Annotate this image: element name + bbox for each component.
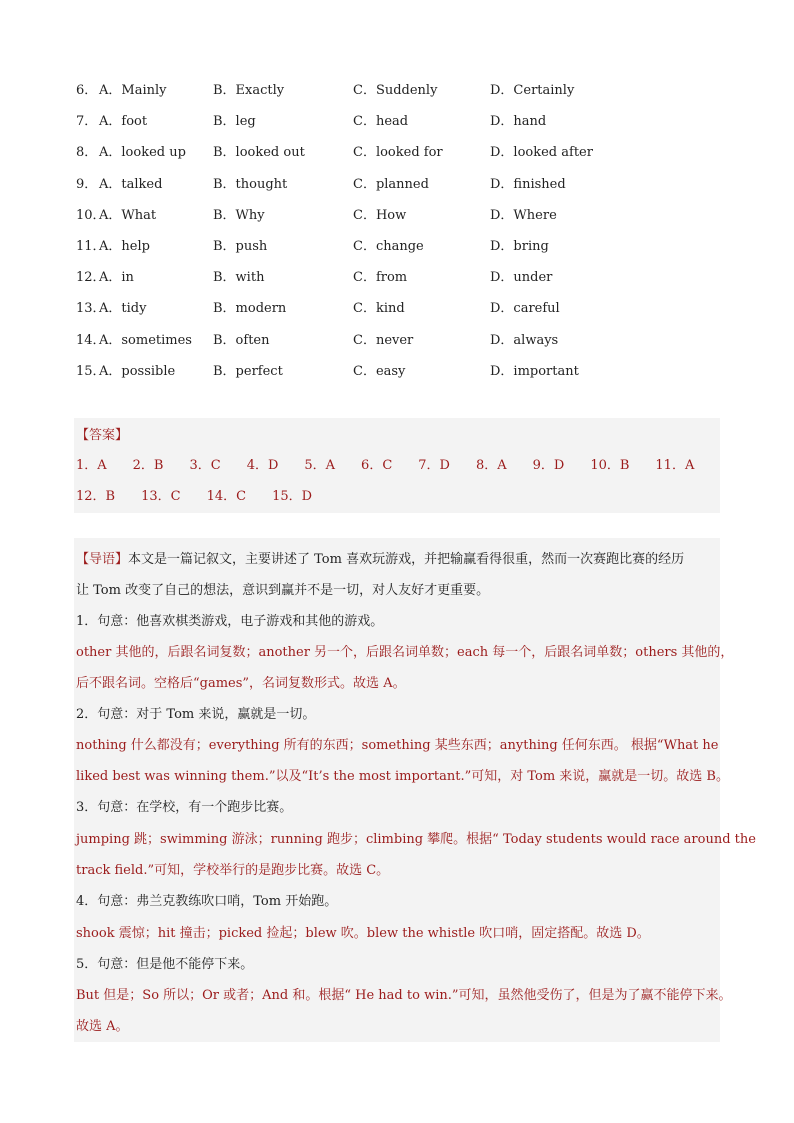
option-row — [76, 298, 636, 329]
q1-explain-2: 后不跟名词。空格后“games”，名词复数形式。故选 A。 — [76, 676, 406, 691]
option-a: A．looked up — [99, 145, 186, 161]
option-c: C．easy — [353, 363, 406, 379]
option-d: D．bring — [490, 238, 549, 254]
answer-panel — [74, 418, 720, 513]
q5-explain-1: But 但是；So 所以；Or 或者；And 和。根据“ He had to win.”可知，虽然他受伤了，但是为了赢不能停下来。 — [76, 988, 732, 1003]
option-b: B．push — [213, 238, 268, 254]
option-d: D．looked after — [490, 145, 593, 161]
q4-title: 4．句意：弗兰克教练吹口哨，Tom 开始跑。 — [76, 894, 338, 909]
option-d: D．important — [490, 363, 579, 379]
question-number: 9． — [76, 176, 98, 192]
question-number: 12． — [76, 270, 106, 286]
option-b: B．looked out — [213, 145, 305, 161]
guide-line-2: 让 Tom 改变了自己的想法，意识到赢并不是一切，对人友好才更重要。 — [76, 583, 490, 598]
option-a: A．tidy — [99, 301, 147, 317]
q2-explain-1: nothing 什么都没有；everything 所有的东西；something 某些东西；anything 任何东西。 根据“What he — [76, 738, 719, 753]
option-b: B．leg — [213, 114, 256, 130]
option-a: A．help — [99, 238, 150, 254]
option-d: D．careful — [490, 301, 560, 317]
option-c: C．Suddenly — [353, 83, 438, 98]
option-d: D．under — [490, 270, 553, 286]
q2-title: 2．句意：对于 Tom 来说，赢就是一切。 — [76, 707, 316, 722]
option-b: B．perfect — [213, 363, 283, 379]
option-a: A．foot — [99, 114, 148, 130]
question-number: 14． — [76, 332, 106, 348]
option-b: B．often — [213, 332, 270, 348]
option-c: C．looked for — [353, 145, 443, 161]
question-number: 15． — [76, 363, 106, 379]
option-row — [76, 236, 636, 267]
option-a: A．talked — [99, 176, 163, 192]
option-a: A．in — [99, 270, 134, 286]
option-row — [76, 267, 636, 298]
answer-list-line-1: 1．A 2．B 3．C 4．D 5．A 6．C 7．D 8．A 9．D 10．B 11．A — [76, 458, 695, 473]
option-d: D．Where — [490, 207, 557, 223]
option-row — [76, 361, 636, 392]
option-c: C．kind — [353, 301, 405, 317]
option-row — [76, 142, 636, 173]
guide-label: 【导语】 — [76, 552, 129, 567]
q5-explain-2: 故选 A。 — [76, 1019, 129, 1034]
option-c: C．change — [353, 238, 424, 254]
option-c: C．head — [353, 114, 409, 130]
question-number: 11． — [76, 238, 106, 254]
option-row — [76, 330, 636, 361]
option-b: B．with — [213, 270, 265, 286]
option-b: B．modern — [213, 301, 287, 317]
option-c: C．How — [353, 207, 407, 223]
q5-title: 5．句意：但是他不能停下来。 — [76, 957, 254, 972]
option-row — [76, 205, 636, 236]
option-c: C．planned — [353, 176, 429, 192]
q3-explain-1: jumping 跳；swimming 游泳；running 跑步；climbing 攀爬。根据“ Today students would race around the — [76, 832, 756, 847]
options-table — [76, 80, 636, 392]
option-d: D．Certainly — [490, 83, 575, 98]
question-number: 7． — [76, 114, 98, 130]
option-row — [76, 174, 636, 205]
option-b: B．Exactly — [213, 83, 285, 98]
option-c: C．from — [353, 270, 408, 286]
option-a: A．sometimes — [99, 332, 192, 348]
option-a: A．Mainly — [99, 83, 167, 98]
option-d: D．finished — [490, 176, 566, 192]
answer-list-line-2: 12．B 13．C 14．C 15．D — [76, 489, 313, 504]
question-number: 10． — [76, 207, 106, 223]
answer-heading: 【答案】 — [76, 428, 129, 443]
guide-text: 本文是一篇记叙文，主要讲述了 Tom 喜欢玩游戏，并把输赢看得很重，然而一次赛跑比赛的经历 — [128, 552, 685, 567]
question-number: 6． — [76, 83, 98, 98]
q2-explain-2: liked best was winning them.”以及“It’s the most important.”可知，对 Tom 来说，赢就是一切。故选 B。 — [76, 769, 729, 784]
question-number: 8． — [76, 145, 98, 161]
option-d: D．always — [490, 332, 559, 348]
option-row — [76, 111, 636, 142]
q4-explain-1: shook 震惊；hit 撞击；picked 捡起；blew 吹。blew the whistle 吹口哨，固定搭配。故选 D。 — [76, 926, 650, 941]
q1-explain-1: other 其他的，后跟名词复数；another 另一个，后跟名词单数；each 每一个，后跟名词单数；others 其他的， — [76, 645, 734, 660]
option-row — [76, 80, 636, 111]
option-a: A．What — [99, 207, 157, 223]
q3-explain-2: track field.”可知，学校举行的是跑步比赛。故选 C。 — [76, 863, 390, 878]
q3-title: 3．句意：在学校，有一个跑步比赛。 — [76, 800, 293, 815]
option-b: B．thought — [213, 176, 288, 192]
option-c: C．never — [353, 332, 414, 348]
q1-title: 1．句意：他喜欢棋类游戏，电子游戏和其他的游戏。 — [76, 614, 384, 629]
option-b: B．Why — [213, 207, 265, 223]
question-number: 13． — [76, 301, 106, 317]
explanation-panel — [74, 538, 756, 1042]
option-a: A．possible — [99, 363, 176, 379]
guide-line-1 — [76, 550, 684, 570]
option-d: D．hand — [490, 114, 547, 130]
